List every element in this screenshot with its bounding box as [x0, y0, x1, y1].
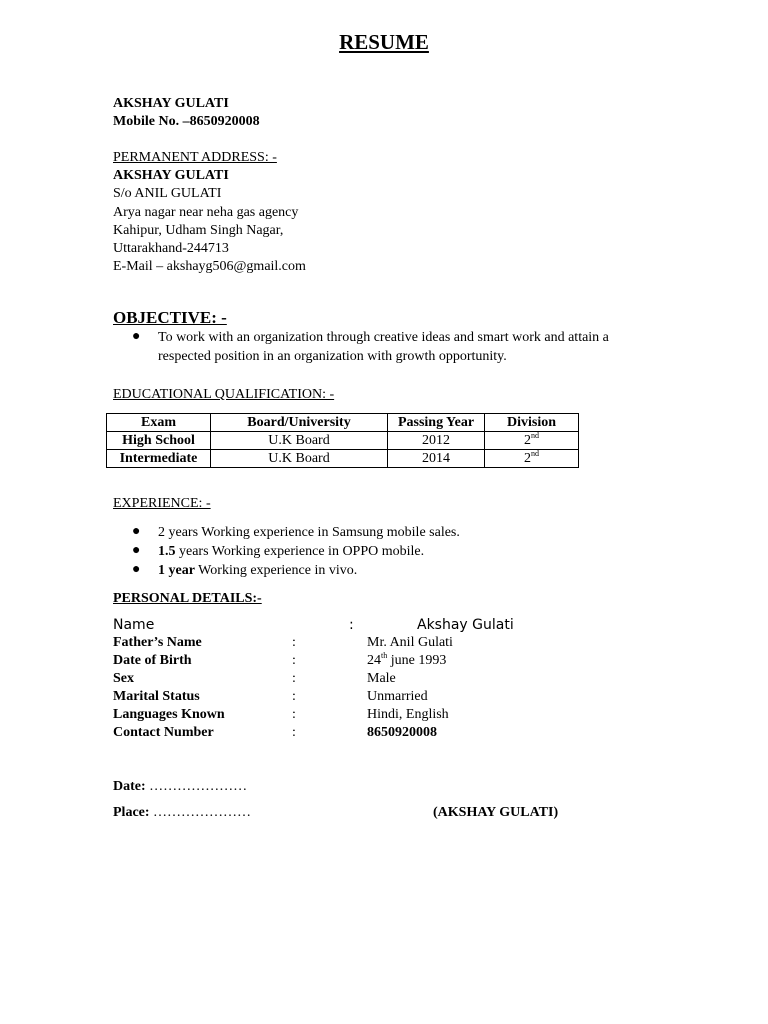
table-cell: U.K Board [211, 450, 388, 468]
bullet-icon: ● [132, 524, 141, 539]
candidate-name: AKSHAY GULATI [113, 96, 229, 111]
address-heading: PERMANENT ADDRESS: - [113, 150, 277, 165]
bullet-icon: ● [132, 543, 141, 558]
detail-label-name: Name [113, 617, 155, 633]
education-heading: EDUCATIONAL QUALIFICATION: - [113, 387, 335, 402]
detail-colon: : [292, 653, 296, 668]
detail-value: Mr. Anil Gulati [367, 635, 453, 650]
date-line: Date: ………………… [113, 779, 248, 794]
bullet-icon: ● [132, 329, 141, 344]
detail-label: Languages Known [113, 707, 225, 722]
detail-value: Unmarried [367, 689, 428, 704]
detail-colon: : [292, 725, 296, 740]
detail-colon: : [292, 707, 296, 722]
detail-value: Hindi, English [367, 707, 449, 722]
objective-heading: OBJECTIVE: - [113, 308, 227, 327]
table-cell: Intermediate [107, 450, 211, 468]
experience-item: 1 year Working experience in vivo. [158, 563, 358, 578]
table-cell: 2012 [388, 432, 485, 450]
address-line: Uttarakhand-244713 [113, 241, 229, 256]
mobile-number: Mobile No. –8650920008 [113, 114, 260, 129]
table-cell: 2nd [485, 432, 579, 450]
address-line: Arya nagar near neha gas agency [113, 205, 299, 220]
table-cell: U.K Board [211, 432, 388, 450]
education-table [106, 413, 579, 468]
detail-value-name: Akshay Gulati [417, 617, 514, 633]
detail-label: Father’s Name [113, 635, 202, 650]
detail-value-contact: 8650920008 [367, 725, 437, 740]
email-line: E-Mail – akshayg506@gmail.com [113, 259, 306, 274]
experience-item: 1.5 years Working experience in OPPO mobile. [158, 544, 425, 559]
address-name: AKSHAY GULATI [113, 168, 229, 183]
table-header-cell: Board/University [211, 414, 388, 432]
table-cell: High School [107, 432, 211, 450]
detail-label: Contact Number [113, 725, 214, 740]
detail-value: 24th june 1993 [367, 651, 447, 668]
table-header-cell: Division [485, 414, 579, 432]
detail-colon: : [292, 671, 296, 686]
detail-colon: : [292, 689, 296, 704]
objective-text: To work with an organization through creative ideas and smart work and attain a respected position in an organization with growth opportunity. [158, 330, 609, 364]
detail-value: Male [367, 671, 396, 686]
address-line: S/o ANIL GULATI [113, 186, 222, 201]
place-line: Place: ………………… [113, 805, 252, 820]
table-cell: 2nd [485, 450, 579, 468]
detail-label: Marital Status [113, 689, 200, 704]
detail-label: Sex [113, 671, 134, 686]
bullet-icon: ● [132, 562, 141, 577]
table-header-cell: Exam [107, 414, 211, 432]
experience-item: 2 years Working experience in Samsung mobile sales. [158, 525, 460, 540]
detail-colon: : [292, 635, 296, 650]
table-row [107, 450, 579, 468]
personal-heading: PERSONAL DETAILS:- [113, 591, 262, 606]
detail-label: Date of Birth [113, 653, 192, 668]
table-header-row [107, 414, 579, 432]
detail-colon: : [349, 617, 354, 633]
experience-heading: EXPERIENCE: - [113, 496, 211, 511]
address-line: Kahipur, Udham Singh Nagar, [113, 223, 284, 238]
table-header-cell: Passing Year [388, 414, 485, 432]
page-title: RESUME [339, 30, 429, 54]
table-cell: 2014 [388, 450, 485, 468]
signature: (AKSHAY GULATI) [433, 805, 559, 820]
table-row [107, 432, 579, 450]
